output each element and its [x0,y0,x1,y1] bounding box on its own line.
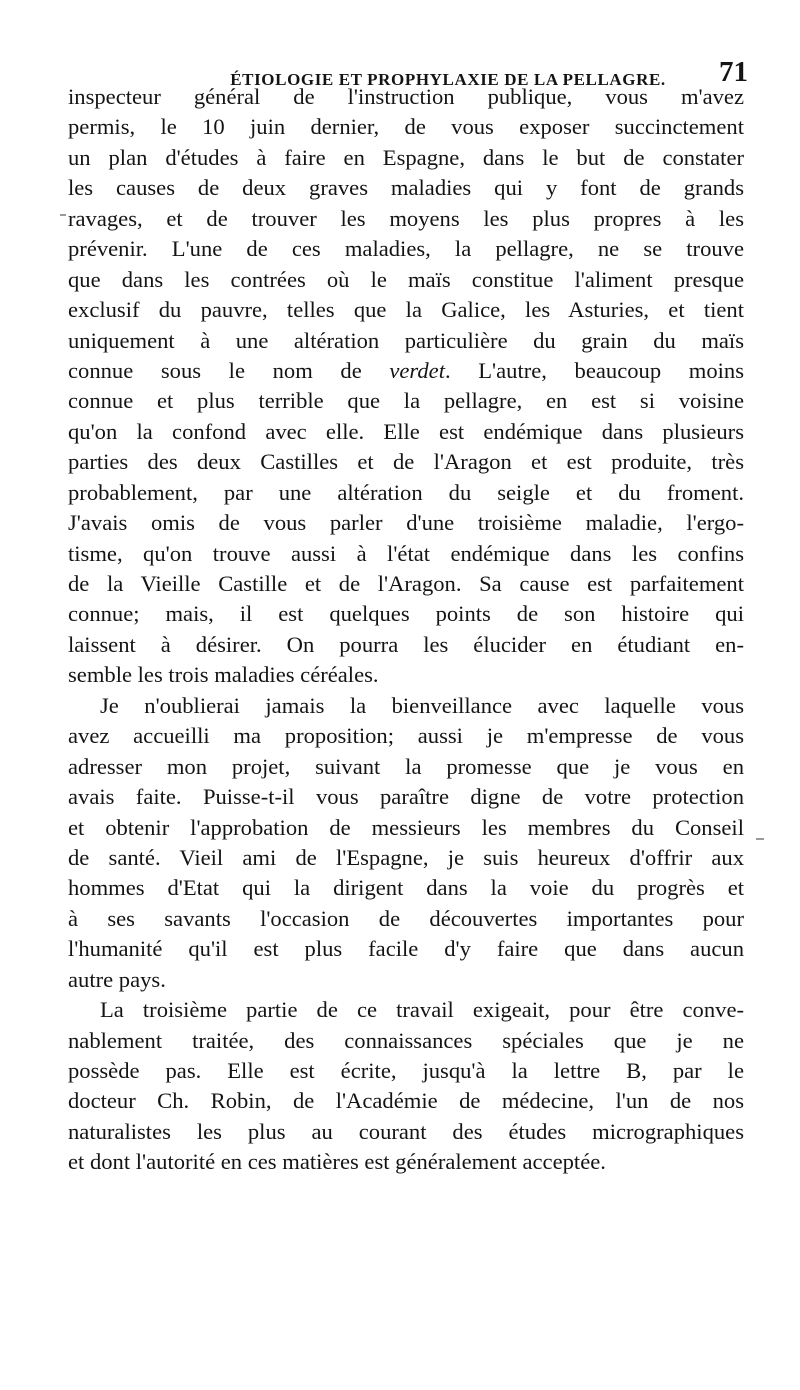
paragraph-1 [68,82,744,691]
text-line: avez accueilli ma proposition; aussi je m'empresse de vous [68,723,744,749]
text-line: les causes de deux graves maladies qui y font de grands [68,175,744,201]
text-line: et dont l'autorité en ces matières est généralement acceptée. [68,1149,606,1175]
text-line: inspecteur général de l'instruction publique, vous m'avez [68,84,744,109]
text-line: de santé. Vieil ami de l'Espagne, je suis heureux d'offrir aux [68,844,744,870]
text-line: uniquement à une altération particulière du grain du maïs [68,327,744,353]
paragraph-3 [68,995,744,1178]
text-line: J'avais omis de vous parler d'une troisième maladie, l'ergo- [68,510,744,536]
text-line: connue sous le nom de verdet. L'autre, beaucoup moins [68,357,744,383]
text-line: docteur Ch. Robin, de l'Académie de médecine, l'un de nos [68,1088,744,1114]
text-line: que dans les contrées où le maïs constitue l'aliment presque [68,266,744,292]
text-line: un plan d'études à faire en Espagne, dans le but de constater [68,144,744,170]
text-line: tisme, qu'on trouve aussi à l'état endémique dans les confins [68,540,744,566]
text-line: connue; mais, il est quelques points de son histoire qui [68,601,744,627]
page-number: 71 [719,56,748,88]
running-title: ÉTIOLOGIE ET PROPHYLAXIE DE LA PELLAGRE. [230,70,666,89]
body-text [68,82,744,1178]
text-line: et obtenir l'approbation de messieurs les membres du Conseil [68,814,744,840]
text-line: prévenir. L'une de ces maladies, la pellagre, ne se trouve [68,236,744,262]
text-line: hommes d'Etat qui la dirigent dans la voie du progrès et [68,875,744,901]
paragraph-2 [68,691,744,995]
text-line: possède pas. Elle est écrite, jusqu'à la lettre B, par le [68,1058,744,1083]
text-line: probablement, par une altération du seigle et du froment. [68,479,744,505]
text-line: semble les trois maladies céréales. [68,662,379,688]
text-line: avais faite. Puisse-t-il vous paraître digne de votre protection [68,784,744,810]
text-line: exclusif du pauvre, telles que la Galice, les Asturies, et tient [68,297,744,323]
italic-term: verdet [389,357,445,383]
text-line: adresser mon projet, suivant la promesse que je vous en [68,753,744,779]
text-line: autre pays. [68,966,166,992]
text-line: Je n'oublierai jamais la bienveillance avec laquelle vous [100,692,744,718]
text-line: l'humanité qu'il est plus facile d'y faire que dans aucun [68,936,744,962]
text-line: nablement traitée, des connaissances spéciales que je ne [68,1027,744,1053]
scan-speck [60,214,66,216]
text-line: à ses savants l'occasion de découvertes importantes pour [68,905,744,931]
text-line: laissent à désirer. On pourra les élucider en étudiant en- [68,631,744,657]
text-line: parties des deux Castilles et de l'Aragon et est produite, très [68,449,744,475]
text-line: ravages, et de trouver les moyens les plus propres à les [68,205,744,231]
text-line: de la Vieille Castille et de l'Aragon. Sa cause est parfaitement [68,571,744,596]
text-line: connue et plus terrible que la pellagre, en est si voisine [68,388,744,414]
text-line: naturalistes les plus au courant des études micrographiques [68,1118,744,1144]
text-line: permis, le 10 juin dernier, de vous exposer succinctement [68,114,744,140]
text-line: La troisième partie de ce travail exigeait, pour être conve- [100,997,744,1023]
scan-speck [756,838,764,840]
text-line: qu'on la confond avec elle. Elle est endémique dans plusieurs [68,418,744,444]
